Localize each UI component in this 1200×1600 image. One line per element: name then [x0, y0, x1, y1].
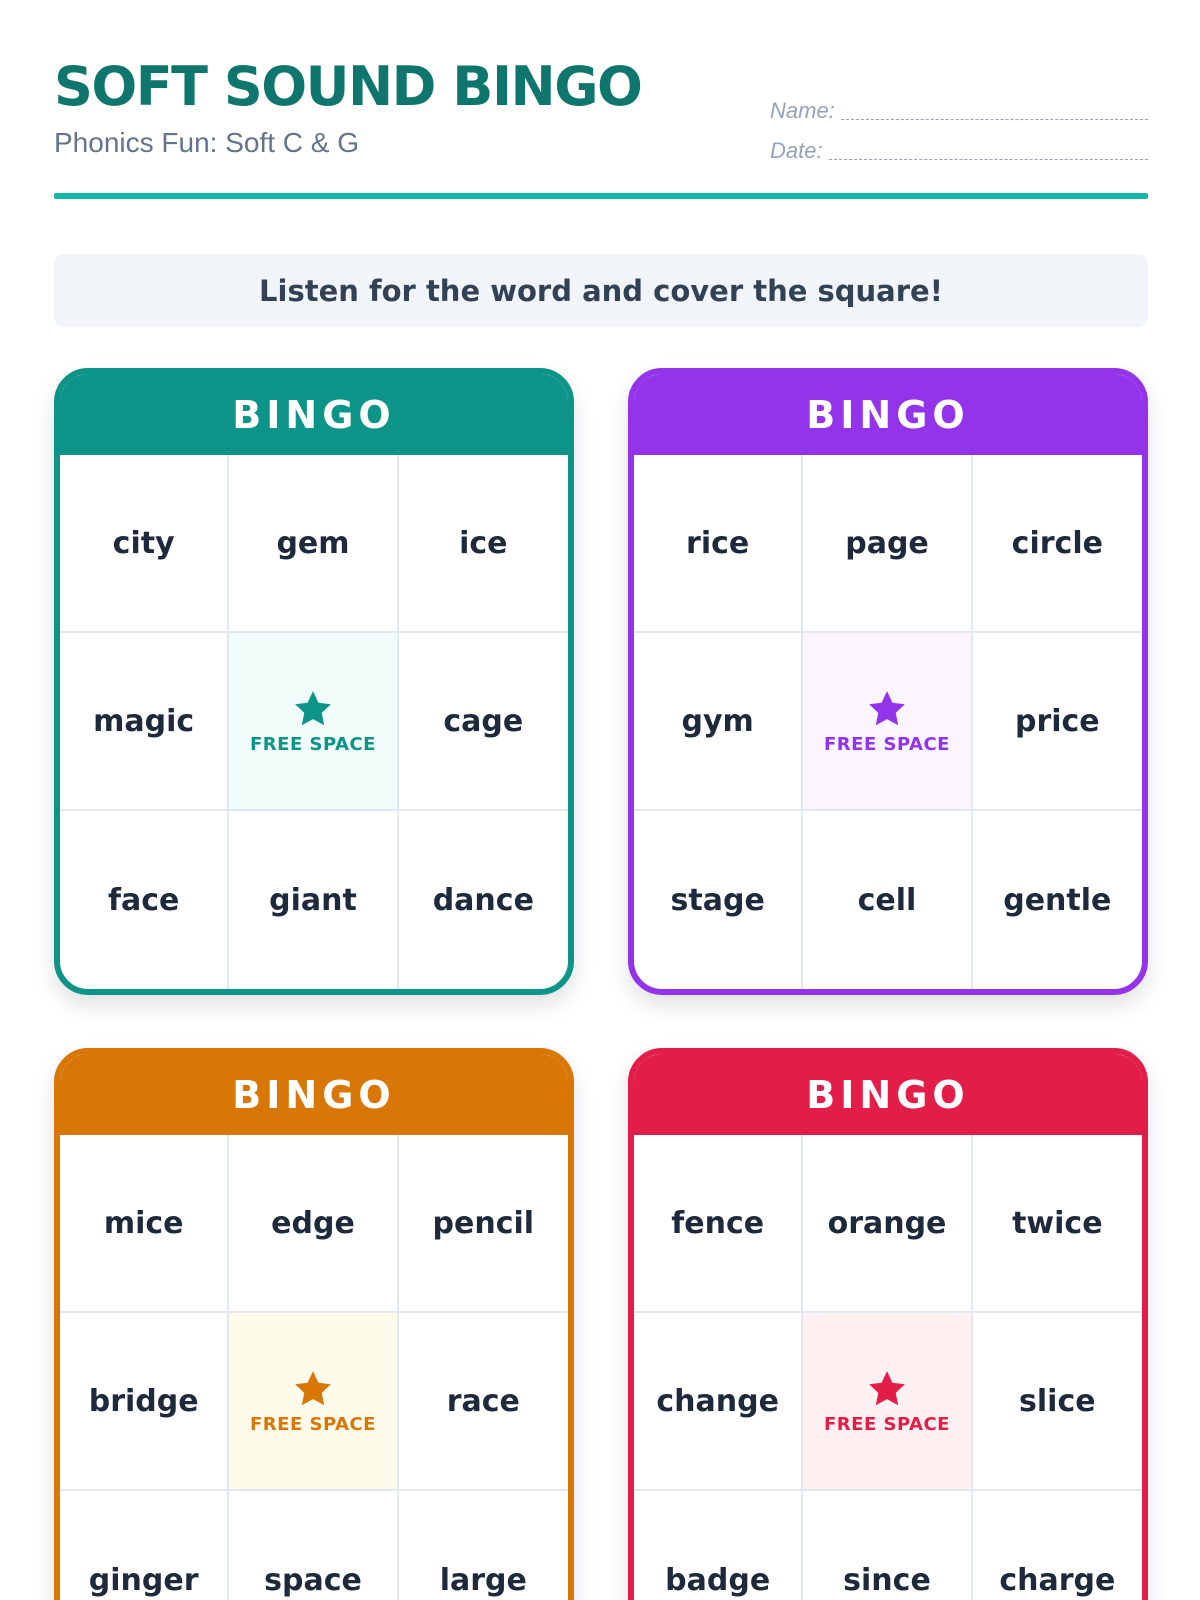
free-space-cell[interactable] [803, 1313, 972, 1491]
bingo-cell-rice[interactable]: rice [634, 455, 803, 633]
bingo-cell-bridge[interactable]: bridge [60, 1313, 229, 1491]
card-heading: BINGO [634, 1054, 1142, 1135]
bingo-cell-badge[interactable]: badge [634, 1491, 803, 1600]
name-label: Name: [770, 98, 835, 123]
bingo-card-3 [54, 1048, 574, 1600]
name-field[interactable] [770, 94, 1148, 124]
card-grid [60, 1135, 568, 1600]
bingo-cell-change[interactable]: change [634, 1313, 803, 1491]
bingo-cell-city[interactable]: city [60, 455, 229, 633]
bingo-cell-orange[interactable]: orange [803, 1135, 972, 1313]
bingo-cell-space[interactable]: space [229, 1491, 398, 1600]
page-subtitle: Phonics Fun: Soft C & G [54, 127, 360, 158]
bingo-cell-pencil[interactable]: pencil [399, 1135, 568, 1313]
bingo-cell-slice[interactable]: slice [973, 1313, 1142, 1491]
bingo-card-2 [628, 368, 1148, 995]
bingo-cell-page[interactable]: page [803, 455, 972, 633]
card-heading: BINGO [634, 374, 1142, 455]
star-icon [292, 688, 334, 730]
page-title: SOFT SOUND BINGO [54, 55, 642, 118]
star-icon [866, 1368, 908, 1410]
bingo-card-1 [54, 368, 574, 995]
bingo-cell-charge[interactable]: charge [999, 1562, 1116, 1598]
bingo-cell-large[interactable]: large [439, 1562, 527, 1598]
name-line [841, 119, 1148, 120]
bingo-cell-mice[interactable]: mice [60, 1135, 229, 1313]
instructions-banner: Listen for the word and cover the square! [54, 254, 1148, 327]
card-heading: BINGO [60, 374, 568, 455]
star-icon [292, 1368, 334, 1410]
bingo-cell-circle[interactable]: circle [973, 455, 1142, 633]
date-field[interactable] [770, 134, 1148, 164]
free-space-label: FREE SPACE [824, 733, 950, 755]
bingo-cell-race[interactable]: race [399, 1313, 568, 1491]
card-heading: BINGO [60, 1054, 568, 1135]
bingo-cell-gem[interactable]: gem [229, 455, 398, 633]
bingo-cell-ice[interactable]: ice [399, 455, 568, 633]
bingo-cell-gym[interactable]: gym [634, 633, 803, 811]
bingo-cell-price[interactable]: price [973, 633, 1142, 811]
bingo-cell-giant[interactable]: giant [229, 811, 398, 989]
star-icon [866, 688, 908, 730]
free-space-cell[interactable] [803, 633, 972, 811]
bingo-cell-ginger[interactable]: ginger [60, 1491, 229, 1600]
card-grid [634, 455, 1142, 989]
bingo-cell-since[interactable]: since [803, 1491, 972, 1600]
bingo-card-4 [628, 1048, 1148, 1600]
bingo-cell-face[interactable]: face [60, 811, 229, 989]
bingo-cell-edge[interactable]: edge [229, 1135, 398, 1313]
bingo-cell-twice[interactable]: twice [973, 1135, 1142, 1313]
free-space-label: FREE SPACE [250, 1413, 376, 1435]
date-label: Date: [770, 138, 823, 163]
bingo-cell-gentle[interactable]: gentle [1003, 882, 1112, 918]
card-grid [634, 1135, 1142, 1600]
bingo-cell-stage[interactable]: stage [634, 811, 803, 989]
header-divider [54, 193, 1148, 199]
bingo-cell-cage[interactable]: cage [399, 633, 568, 811]
date-line [829, 159, 1148, 160]
free-space-label: FREE SPACE [250, 733, 376, 755]
card-grid [60, 455, 568, 989]
free-space-cell[interactable] [229, 633, 398, 811]
bingo-cell-cell[interactable]: cell [803, 811, 972, 989]
bingo-cell-magic[interactable]: magic [60, 633, 229, 811]
bingo-cell-dance[interactable]: dance [432, 882, 534, 918]
bingo-cell-fence[interactable]: fence [634, 1135, 803, 1313]
free-space-label: FREE SPACE [824, 1413, 950, 1435]
free-space-cell[interactable] [229, 1313, 398, 1491]
